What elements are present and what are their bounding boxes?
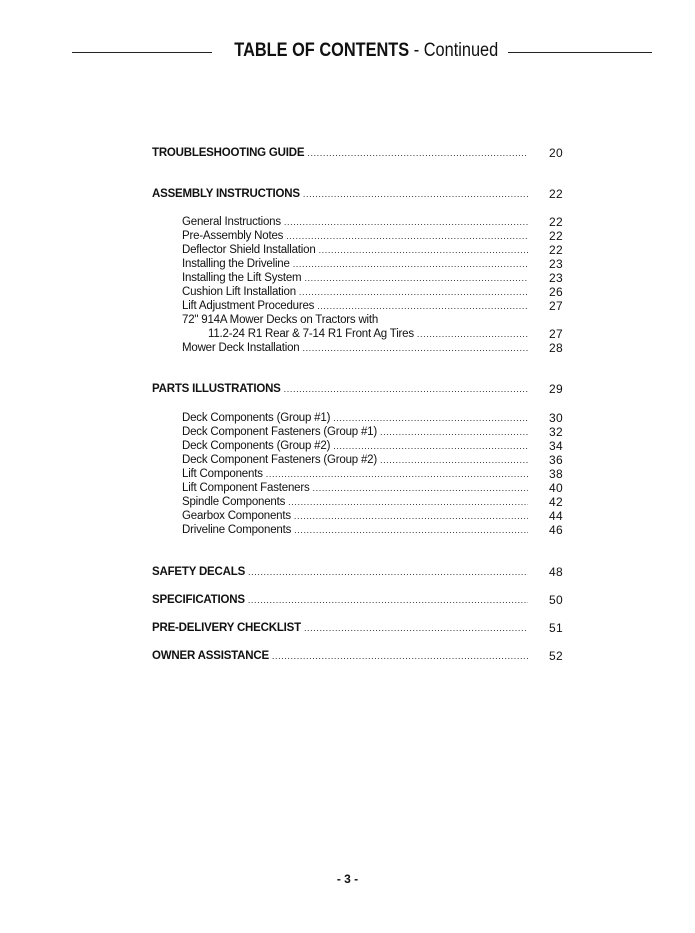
header-rule-left: [72, 52, 212, 53]
title-main: TABLE OF CONTENTS: [234, 40, 410, 61]
dot-leader: [307, 145, 528, 161]
toc-header: [0, 40, 695, 68]
page-number: 30: [549, 411, 563, 425]
dot-leader: [248, 592, 528, 608]
toc-section-owner-assistance[interactable]: [152, 648, 563, 664]
title-separator: -: [413, 40, 420, 61]
section-title: TROUBLESHOOTING GUIDE: [152, 147, 305, 159]
toc-section-troubleshooting[interactable]: [152, 145, 563, 161]
entry-label: Deck Component Fasteners (Group #1): [182, 426, 377, 438]
entry-label: Mower Deck Installation: [182, 342, 300, 354]
entry-label: Deck Components (Group #1): [182, 412, 331, 424]
entry-label: Lift Adjustment Procedures: [182, 300, 315, 312]
toc-section-assembly[interactable]: [152, 186, 563, 202]
page-number: 52: [549, 649, 563, 663]
dot-leader: [302, 340, 528, 356]
dot-leader: [272, 648, 528, 664]
entry-label: 72" 914A Mower Decks on Tractors with: [182, 314, 379, 326]
page-number: 46: [549, 523, 563, 537]
toc-section-parts[interactable]: [152, 381, 563, 397]
entry-label: Lift Components: [182, 468, 263, 480]
page-number: 23: [549, 257, 563, 271]
toc-entry[interactable]: [182, 340, 563, 356]
section-title: ASSEMBLY INSTRUCTIONS: [152, 188, 300, 200]
page-number: 20: [549, 146, 563, 160]
entry-label: General Instructions: [182, 216, 281, 228]
page-number: 50: [549, 593, 563, 607]
toc-entry[interactable]: [182, 522, 563, 538]
page-number: 26: [549, 285, 563, 299]
section-title: PARTS ILLUSTRATIONS: [152, 383, 281, 395]
header-rule-right: [508, 52, 652, 53]
page-number: 29: [549, 382, 563, 396]
page-number: 51: [549, 621, 563, 635]
title-continued: Continued: [423, 40, 499, 61]
dot-leader: [294, 522, 528, 538]
section-title: SPECIFICATIONS: [152, 594, 245, 606]
section-title: SAFETY DECALS: [152, 566, 246, 578]
page-number: 22: [549, 187, 563, 201]
entry-label: Installing the Lift System: [182, 272, 302, 284]
entry-label: Installing the Driveline: [182, 258, 290, 270]
page-title: [234, 40, 499, 62]
entry-label: Lift Component Fasteners: [182, 482, 310, 494]
entry-label: Cushion Lift Installation: [182, 286, 296, 298]
toc-section-safety-decals[interactable]: [152, 564, 563, 580]
entry-label: Driveline Components: [182, 524, 292, 536]
page-number: 27: [549, 299, 563, 313]
page-number: 23: [549, 271, 563, 285]
page-number: 22: [549, 243, 563, 257]
page-number: 44: [549, 509, 563, 523]
page-number: 42: [549, 495, 563, 509]
entry-label: Gearbox Components: [182, 510, 291, 522]
page-number: 38: [549, 467, 563, 481]
entry-label: Deck Components (Group #2): [182, 440, 331, 452]
page-number: 22: [549, 215, 563, 229]
toc-section-specifications[interactable]: [152, 592, 563, 608]
page-number: 34: [549, 439, 563, 453]
dot-leader: [303, 186, 528, 202]
toc-section-pre-delivery[interactable]: [152, 620, 563, 636]
page-number: 36: [549, 453, 563, 467]
dot-leader: [304, 620, 528, 636]
entry-label-continuation: 11.2-24 R1 Rear & 7-14 R1 Front Ag Tires: [208, 328, 414, 340]
page-number: 48: [549, 565, 563, 579]
dot-leader: [284, 381, 528, 397]
entry-label: Deflector Shield Installation: [182, 244, 316, 256]
entry-label: Deck Component Fasteners (Group #2): [182, 454, 377, 466]
page-footer-number: - 3 -: [336, 872, 359, 886]
entry-label: Spindle Components: [182, 496, 286, 508]
page-number: 32: [549, 425, 563, 439]
page-number: 27: [549, 327, 563, 341]
section-title: OWNER ASSISTANCE: [152, 650, 269, 662]
dot-leader: [248, 564, 528, 580]
entry-label: Pre-Assembly Notes: [182, 230, 284, 242]
page-number: 22: [549, 229, 563, 243]
section-title: PRE-DELIVERY CHECKLIST: [152, 622, 301, 634]
page-number: 28: [549, 341, 563, 355]
page-number: 40: [549, 481, 563, 495]
